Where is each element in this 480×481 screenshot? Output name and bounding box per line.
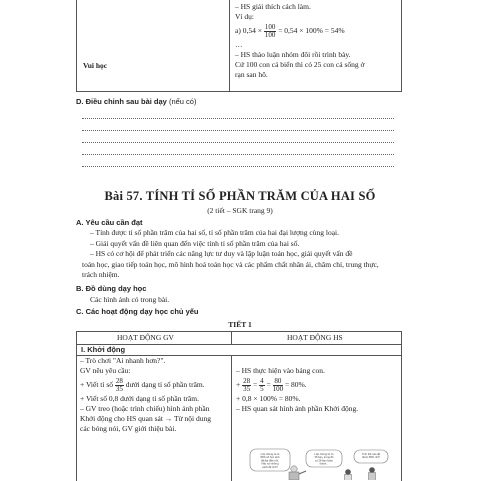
col-student-header: HOẠT ĐỘNG HS: [287, 333, 343, 342]
teacher-line: các bóng nói, GV giới thiệu bài.: [80, 424, 177, 433]
header-divider: [231, 332, 232, 344]
blank-line: [82, 154, 394, 155]
blank-line: [82, 118, 394, 119]
col-teacher-header: HOẠT ĐỘNG GV: [117, 333, 174, 342]
content-line: Ví dụ:: [235, 12, 254, 21]
student-line-fractions: + $\frac{28}{35}$ = $\frac{4}{5}$ = $\frac{80}{100}$ = 80%.: [236, 376, 307, 393]
fraction-numerator: 28: [243, 376, 251, 385]
blank-line: [82, 166, 394, 167]
adjust-heading-text: D. Điều chỉnh sau bài dạy: [76, 97, 167, 106]
speech-bubble-right: [354, 450, 388, 463]
section-c-heading: C. Các hoạt động dạy học chủ yếu: [76, 307, 199, 316]
lesson-subtitle: (2 tiết – SGK trang 9): [207, 206, 273, 215]
fraction-denominator: 100: [272, 384, 284, 393]
fraction: [242, 378, 251, 393]
fraction-denominator: 5: [260, 384, 264, 393]
student-line: + 0,8 × 100% = 80%.: [236, 394, 301, 403]
section-a-body: [82, 228, 400, 281]
teacher-line: + Viết số 0,8 dưới dạng tỉ số phần trăm.: [80, 394, 199, 403]
fraction: [259, 378, 265, 393]
content-line: – HS thảo luận nhóm đôi rồi trình bày.: [235, 50, 351, 59]
speech-bubble-left: [250, 449, 290, 471]
objective-item: – Tính được tỉ số phần trăm của hai số, tỉ số phần trăm của hai đại lượng cùng loại.: [90, 228, 339, 237]
objective-item: – Giải quyết vấn đề liên quan đến việc tính tỉ số phần trăm của hai số.: [90, 238, 300, 248]
fraction: [115, 378, 124, 393]
student-line-suffix: = 80%.: [284, 380, 307, 389]
section-b-text: Các hình ảnh có trong bài.: [90, 295, 170, 304]
activity-content: [235, 2, 397, 80]
blank-line: [82, 130, 394, 131]
adjust-heading: [76, 97, 196, 106]
lesson-title: Bài 57. TÍNH TỈ SỐ PHẦN TRĂM CỦA HAI SỐ: [104, 189, 376, 203]
blank-line: [82, 142, 394, 143]
teacher-line: – GV treo (hoặc trình chiếu) hình ảnh phần: [80, 404, 210, 413]
speech-mid-text: Lớp chúng tớ có 35 bạn, trong đó có 28 bạn hoàn thành...: [314, 453, 334, 466]
teacher-line-suffix: dưới dạng tỉ số phần trăm.: [125, 380, 205, 389]
content-line: Cứ 100 con cá biển thì có 25 con cá sống ở: [235, 60, 365, 69]
activity-label: Vui học: [83, 61, 108, 70]
speech-bubble-mid: [306, 450, 342, 467]
student-line: – HS thực hiện vào bảng con.: [236, 366, 325, 375]
table-section-row: [77, 344, 401, 356]
content-line: …: [235, 40, 243, 49]
teacher-line-fraction: [80, 376, 228, 394]
teacher-activities: [80, 356, 228, 434]
fraction-denominator: 35: [115, 384, 123, 393]
fraction-numerator: 100: [264, 22, 276, 31]
example-formula: [235, 22, 397, 40]
student-girl-figure: [345, 469, 352, 480]
fraction-denominator: 35: [243, 384, 251, 393]
content-line: – HS giải thích cách làm.: [235, 2, 311, 11]
teacher-line-prefix: + Viết tỉ số: [80, 380, 114, 389]
teacher-line: – Trò chơi "Ai nhanh hơn?".: [80, 356, 166, 365]
section-title: I. Khởi động: [81, 345, 126, 354]
fraction-denominator: 100: [264, 30, 276, 39]
fraction-numerator: 80: [274, 376, 282, 385]
section-b-heading: B. Đồ dùng dạy học: [76, 284, 147, 293]
section-a-heading: A. Yêu cầu cần đạt: [76, 218, 143, 227]
student-line: – HS quan sát hình ảnh phần Khởi động.: [236, 404, 359, 413]
objective-item: trách nhiệm.: [82, 270, 120, 279]
content-line: rạn san hô.: [235, 70, 268, 79]
student-boy-figure: [369, 467, 376, 480]
teacher-line: Khởi động cho HS quan sát → Từ nội dung: [80, 414, 212, 423]
section-b-body: [82, 295, 400, 306]
period-label: TIẾT 1: [228, 320, 252, 329]
top-activity-table: [76, 0, 402, 92]
fraction-numerator: 28: [115, 376, 123, 385]
student-activities: [236, 366, 396, 414]
speech-right-text: Tính thế nào để được 80% nhỉ?: [361, 453, 381, 460]
fraction-numerator: 4: [260, 376, 264, 385]
teacher-figure: [289, 466, 306, 480]
plus-sign: +: [236, 380, 241, 389]
column-divider: [231, 355, 232, 481]
formula-suffix: = 0,54 × 100% = 54%: [278, 26, 345, 35]
formula-fraction: [264, 24, 277, 39]
formula-prefix: a) 0,54 ×: [235, 26, 262, 35]
warmup-illustration: [236, 447, 396, 480]
speech-left-text: Lớp chúng ta có 80% số học sinh đã đạt điểm tốt. Hãy nói những cách để tính?: [260, 453, 280, 469]
adjust-note: (nếu có): [168, 97, 197, 106]
objective-item: – HS có cơ hội để phát triển các năng lực tư duy và lập luận toán học, giải quyết vấn đề: [90, 249, 353, 258]
objective-item: toán học, giao tiếp toán học, mô hình hoá toán học và các phẩm chất nhân ái, chăm chỉ, trung thực,: [82, 259, 379, 269]
column-divider: [229, 0, 230, 91]
fraction: [273, 378, 284, 393]
teacher-line: GV nêu yêu cầu:: [80, 366, 131, 375]
